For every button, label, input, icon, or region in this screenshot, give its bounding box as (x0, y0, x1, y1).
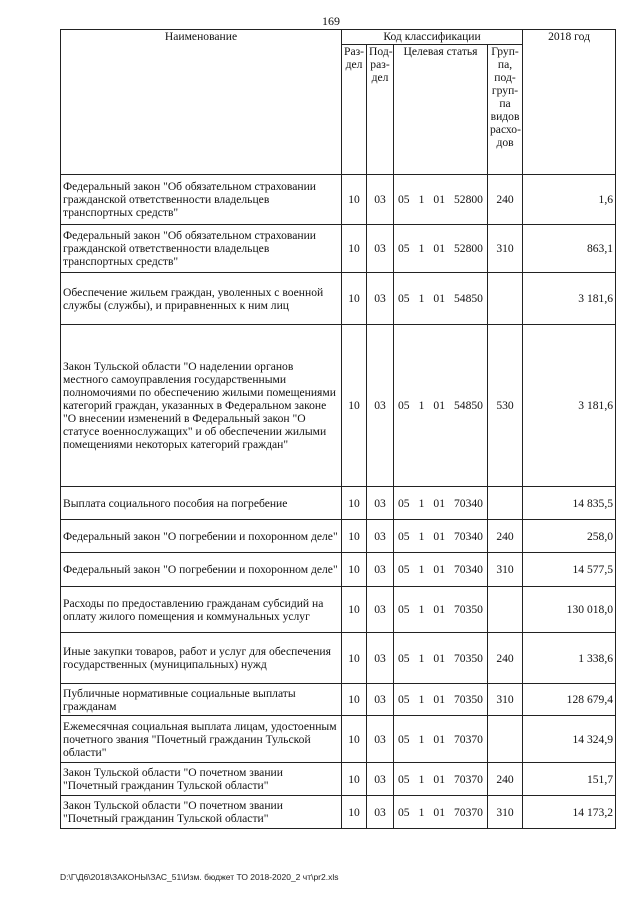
row-target-article: 05 1 01 70370 (394, 716, 488, 763)
row-amount: 3 181,6 (523, 325, 616, 487)
row-group (488, 487, 523, 520)
row-section: 10 (342, 716, 367, 763)
table-row (61, 175, 616, 225)
row-name: Иные закупки товаров, работ и услуг для обеспечения государственных (муниципальных) нужд (61, 633, 342, 684)
row-amount: 14 324,9 (523, 716, 616, 763)
table-row (61, 633, 616, 684)
row-subsection: 03 (367, 175, 394, 225)
row-group: 530 (488, 325, 523, 487)
row-name: Федеральный закон "Об обязательном страховании гражданской ответственности владельцев транспортных средств" (61, 225, 342, 273)
table-row (61, 763, 616, 796)
table-row (61, 487, 616, 520)
row-subsection: 03 (367, 520, 394, 553)
row-subsection: 03 (367, 273, 394, 325)
row-section: 10 (342, 325, 367, 487)
row-name: Закон Тульской области "О почетном звании "Почетный гражданин Тульской области" (61, 796, 342, 829)
table-header (61, 30, 616, 175)
row-subsection: 03 (367, 796, 394, 829)
row-subsection: 03 (367, 716, 394, 763)
row-amount: 1,6 (523, 175, 616, 225)
row-group (488, 273, 523, 325)
row-group: 240 (488, 520, 523, 553)
row-name: Закон Тульской области "О наделении органов местного самоуправления государственными полномочиями по обеспечению жилыми помещениями категорий граждан, указанных в Федеральном законе "О внесении изменений в Федеральный закон "О статусе военнослужащих" и об обеспечении жилыми помещениями некоторых категорий граждан" (61, 325, 342, 487)
row-section: 10 (342, 553, 367, 587)
page-number: 169 (322, 14, 340, 28)
row-amount: 151,7 (523, 763, 616, 796)
table-row (61, 796, 616, 829)
row-target-article: 05 1 01 70350 (394, 633, 488, 684)
table-row (61, 325, 616, 487)
row-name: Ежемесячная социальная выплата лицам, удостоенным почетного звания "Почетный гражданин Тульской области" (61, 716, 342, 763)
row-target-article: 05 1 01 70340 (394, 553, 488, 587)
row-name: Обеспечение жильем граждан, уволенных с военной службы (службы), и приравненных к ним лиц (61, 273, 342, 325)
row-name: Публичные нормативные социальные выплаты гражданам (61, 684, 342, 716)
row-target-article: 05 1 01 52800 (394, 175, 488, 225)
row-subsection: 03 (367, 553, 394, 587)
table-body (61, 175, 616, 829)
header-group: Груп- па, под- груп- па видов расхо- дов (488, 45, 523, 175)
row-section: 10 (342, 763, 367, 796)
table-row (61, 716, 616, 763)
row-amount: 14 577,5 (523, 553, 616, 587)
row-target-article: 05 1 01 54850 (394, 273, 488, 325)
row-subsection: 03 (367, 225, 394, 273)
header-section: Раз- дел (342, 45, 367, 175)
row-section: 10 (342, 175, 367, 225)
row-name: Федеральный закон "О погребении и похоронном деле" (61, 520, 342, 553)
row-target-article: 05 1 01 70350 (394, 684, 488, 716)
row-group: 310 (488, 684, 523, 716)
row-amount: 14 835,5 (523, 487, 616, 520)
row-amount: 128 679,4 (523, 684, 616, 716)
row-name: Закон Тульской области "О почетном звании "Почетный гражданин Тульской области" (61, 763, 342, 796)
file-path-footer: D:\Г\Д6\2018\ЗАКОНЫ\ЗАС_51\Изм. бюджет ТО 2018-2020_2 чт\pr2.xls (60, 872, 339, 882)
row-section: 10 (342, 684, 367, 716)
row-section: 10 (342, 796, 367, 829)
row-group (488, 587, 523, 633)
row-section: 10 (342, 633, 367, 684)
row-section: 10 (342, 273, 367, 325)
row-subsection: 03 (367, 763, 394, 796)
row-section: 10 (342, 587, 367, 633)
row-name: Выплата социального пособия на погребение (61, 487, 342, 520)
row-subsection: 03 (367, 587, 394, 633)
header-name: Наименование (61, 30, 342, 175)
header-subsection: Под- раз- дел (367, 45, 394, 175)
budget-table (60, 29, 616, 829)
row-target-article: 05 1 01 70370 (394, 796, 488, 829)
row-target-article: 05 1 01 70350 (394, 587, 488, 633)
row-group: 310 (488, 553, 523, 587)
row-subsection: 03 (367, 684, 394, 716)
row-amount: 1 338,6 (523, 633, 616, 684)
row-target-article: 05 1 01 54850 (394, 325, 488, 487)
row-target-article: 05 1 01 70340 (394, 520, 488, 553)
row-target-article: 05 1 01 70370 (394, 763, 488, 796)
row-subsection: 03 (367, 633, 394, 684)
row-amount: 130 018,0 (523, 587, 616, 633)
row-subsection: 03 (367, 487, 394, 520)
row-amount: 14 173,2 (523, 796, 616, 829)
header-classification-code: Код классификации (342, 30, 523, 45)
row-section: 10 (342, 520, 367, 553)
row-group: 240 (488, 175, 523, 225)
row-amount: 258,0 (523, 520, 616, 553)
row-amount: 863,1 (523, 225, 616, 273)
table-row (61, 273, 616, 325)
row-group: 240 (488, 633, 523, 684)
table-row (61, 520, 616, 553)
row-target-article: 05 1 01 52800 (394, 225, 488, 273)
row-group: 310 (488, 225, 523, 273)
row-group (488, 716, 523, 763)
row-name: Федеральный закон "Об обязательном страховании гражданской ответственности владельцев транспортных средств" (61, 175, 342, 225)
row-group: 310 (488, 796, 523, 829)
row-subsection: 03 (367, 325, 394, 487)
row-group: 240 (488, 763, 523, 796)
row-name: Федеральный закон "О погребении и похоронном деле" (61, 553, 342, 587)
row-name: Расходы по предоставлению гражданам субсидий на оплату жилого помещения и коммунальных услуг (61, 587, 342, 633)
row-section: 10 (342, 487, 367, 520)
row-amount: 3 181,6 (523, 273, 616, 325)
table-row (61, 225, 616, 273)
header-year: 2018 год (523, 30, 616, 175)
row-target-article: 05 1 01 70340 (394, 487, 488, 520)
table-row (61, 587, 616, 633)
table-row (61, 684, 616, 716)
row-section: 10 (342, 225, 367, 273)
header-target-article: Целевая статья (394, 45, 488, 175)
table-row (61, 553, 616, 587)
